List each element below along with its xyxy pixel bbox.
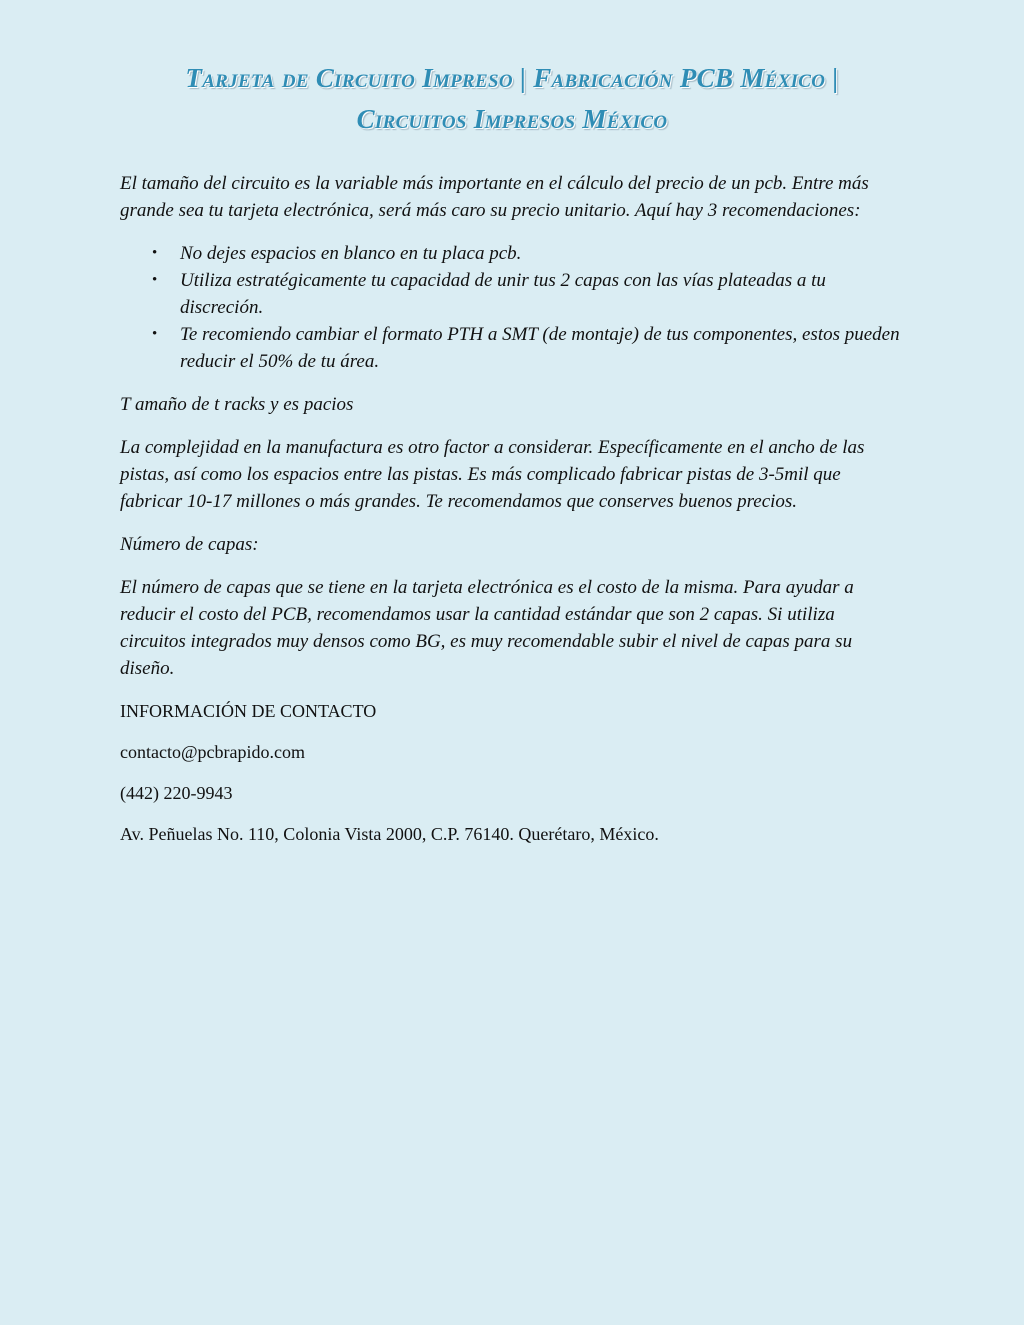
contact-phone[interactable]: (442) 220-9943 — [120, 783, 233, 803]
intro-paragraph: El tamaño del circuito es la variable más importante en el cálculo del precio de un pcb. Entre más grande sea tu tarjeta electrónica, será más caro su precio unitario. Aquí hay 3 recomendaciones: — [120, 173, 869, 221]
tracks-heading: T amaño de t racks y es pacios — [120, 394, 354, 415]
contact-address: Av. Peñuelas No. 110, Colonia Vista 2000, C.P. 76140. Querétaro, México. — [120, 824, 659, 844]
bullet-icon: • — [152, 272, 158, 288]
layers-paragraph: El número de capas que se tiene en la tarjeta electrónica es el costo de la misma. Para ayudar a reducir el costo del PCB, recomendamos usar la cantidad estándar que son 2 capas. Si utiliza circuitos integrados muy densos como BG, es muy recomendable subir el nivel de capas para su diseño. — [120, 577, 854, 679]
title-line-1: Tarjeta de Circuito Impreso | Fabricación PCB México | — [185, 63, 839, 93]
list-item-text: No dejes espacios en blanco en tu placa pcb. — [180, 243, 522, 264]
list-item-text: Te recomiendo cambiar el formato PTH a SMT (de montaje) de tus componentes, estos pueden reducir el 50% de tu área. — [180, 324, 900, 372]
page-title — [120, 58, 904, 140]
list-item-text: Utiliza estratégicamente tu capacidad de unir tus 2 capas con las vías plateadas a tu discreción. — [180, 270, 826, 318]
contact-heading: INFORMACIÓN DE CONTACTO — [120, 701, 377, 721]
tracks-paragraph: La complejidad en la manufactura es otro factor a considerar. Específicamente en el ancho de las pistas, así como los espacios entre las pistas. Es más complicado fabricar pistas de 3-5mil que fabricar 10-17 millones o más grandes. Te recomendamos que conserves buenos precios. — [120, 437, 865, 512]
list-item — [152, 240, 904, 267]
layers-heading: Número de capas: — [120, 534, 259, 555]
bullet-icon: • — [152, 326, 158, 342]
list-item — [152, 321, 904, 375]
list-item — [152, 267, 904, 321]
recommendations-list — [120, 240, 904, 375]
contact-email[interactable]: contacto@pcbrapido.com — [120, 742, 306, 762]
document-page — [120, 58, 904, 862]
contact-section — [120, 698, 904, 848]
bullet-icon: • — [152, 245, 158, 261]
title-line-2: Circuitos Impresos México — [356, 104, 668, 134]
